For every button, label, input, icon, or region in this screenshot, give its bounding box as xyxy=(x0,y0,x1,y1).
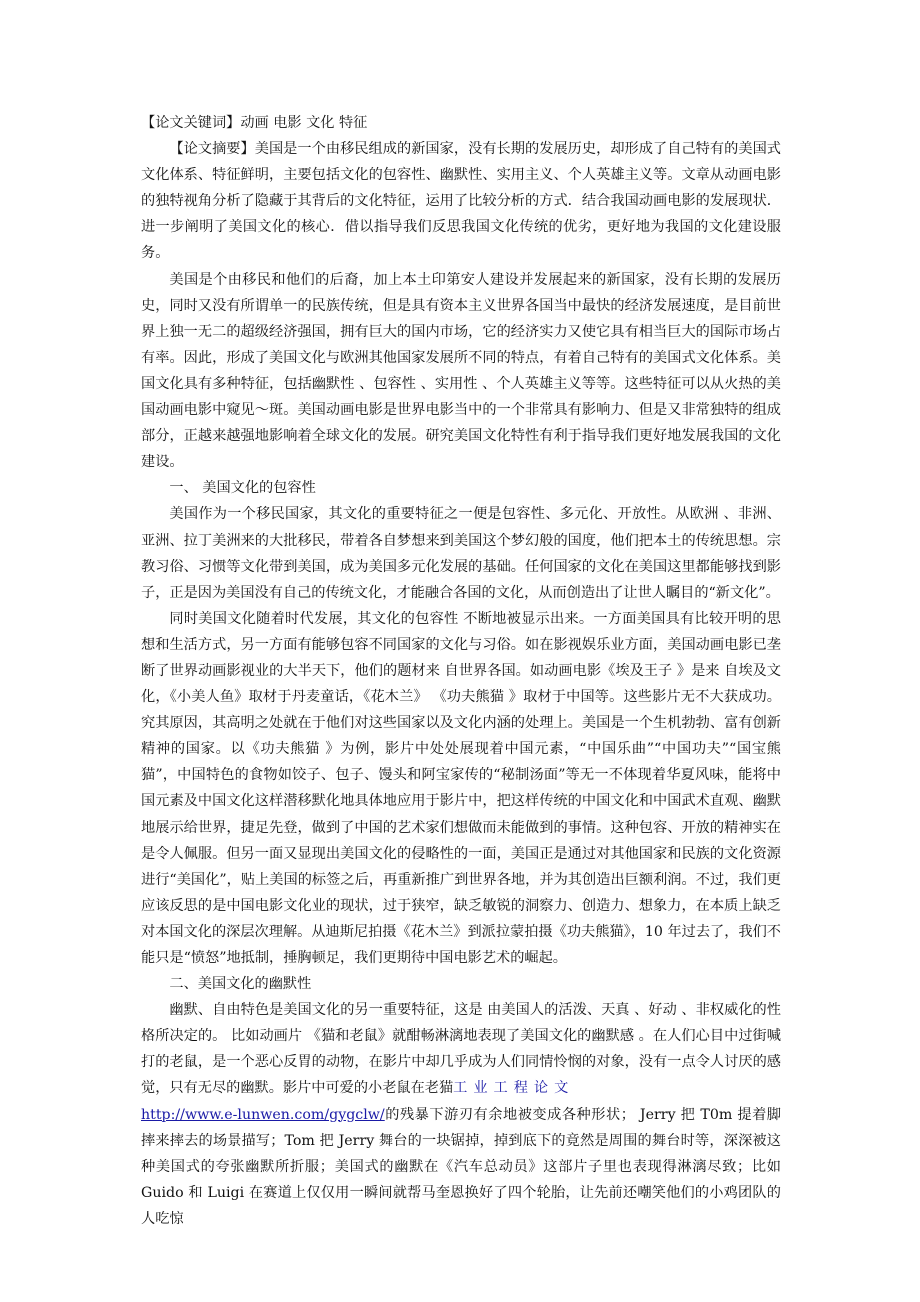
keywords-line: 【论文关键词】动画 电影 文化 特征 xyxy=(141,115,368,131)
intro-paragraph: 美国是个由移民和他们的后裔，加上本土印第安人建设并发展起来的新国家，没有长期的发展历史，同时又没有所谓单一的民族传统，但是具有资本主义世界各国当中最快的经济发展速度，是目前世界上独一无二的超级经济强国，拥有巨大的国内市场，它的经济实力又使它具有相当巨大的国际市场占有率。因此，形成了美国文化与欧洲其他国家发展所不同的特点，有着自己特有的美国式文化体系。美国文化具有多种特征，包括幽默性 、包容性 、实用性 、个人英雄主义等等。这些特征可以从火热的美国动画电影中窥见～斑。美国动画电影是世界电影当中的一个非常具有影响力、但是又非常独特的组成部分，正越来越强地影响着全球文化的发展。研究美国文化特性有利于指导我们更好地发展我国的文化建设。 xyxy=(141,271,781,471)
section-heading-inclusiveness: 一、 美国文化的包容性 xyxy=(169,480,316,497)
lunwen-url-link[interactable]: http://www.e-lunwen.com/gygclw/ xyxy=(141,1106,385,1123)
humor-text-before-link: 幽默、自由特色是美国文化的另一重要特征，这是 由美国人的活泼、天真 、好动 、非权威化的性格所决定的。 比如动画片 《猫和老鼠》就酣畅淋漓地表现了美国文化的幽默感 。在人们心目中过街喊打的老鼠，是一个恶心反胃的动物，在影片中却几乎成为人们同情怜悯的对象，没有一点令人讨厌的感觉，只有无尽的幽默。影片中可爱的小老鼠在老猫 xyxy=(141,1002,781,1097)
humor-paragraph-1 xyxy=(141,997,781,1232)
engineering-paper-link[interactable]: 工业工程论文 xyxy=(453,1080,575,1097)
section-heading-humor: 二、美国文化的幽默性 xyxy=(169,976,312,993)
inclusiveness-paragraph-1: 美国作为一个移民国家，其文化的重要特征之一便是包容性、多元化、开放性。从欧洲 、非洲、亚洲、拉丁美洲来的大批移民，带着各自梦想来到美国这个梦幻般的国度，他们把本土的传统思想。宗教习俗、习惯等文化带到美国，成为美国多元化发展的基础。任何国家的文化在美国这里都能够找到影子，正是因为美国没有自己的传统文化，才能融合各国的文化，从而创造出了让世人瞩目的“新文化”。 xyxy=(141,506,781,601)
document-body xyxy=(141,110,781,1232)
humor-text-after-link: 的残暴下游刃有余地被变成各种形状； Jerry 把 T0m 提着脚摔来摔去的场景描写；Tom 把 Jerry 舞台的一块锯掉，掉到底下的竟然是周围的舞台时等，深深被这种美国式的夸张幽默所折服；美国式的幽默在《汽车总动员》这部片子里也表现得淋漓尽致；比如 Guido 和 Luigi 在赛道上仅仅用一瞬间就帮马奎恩换好了四个轮胎，让先前还嘲笑他们的小鸡团队的人吃惊 xyxy=(141,1106,781,1227)
abstract-paragraph: 【论文摘要】美国是一个由移民组成的新国家，没有长期的发展历史，却形成了自己特有的美国式文化体系、特征鲜明，主要包括文化的包容性、幽默性、实用主义、个人英雄主义等。文章从动画电影的独特视角分析了隐藏于其背后的文化特征，运用了比较分析的方式．结合我国动画电影的发展现状．进一步阐明了美国文化的核心．借以指导我们反思我国文化传统的优劣，更好地为我国的文化建设服务。 xyxy=(141,141,781,262)
inclusiveness-paragraph-2: 同时美国文化随着时代发展，其文化的包容性 不断地被显示出来。一方面美国具有比较开明的思想和生活方式，另一方面有能够包容不同国家的文化与习俗。如在影视娱乐业方面，美国动画电影已垄断了世界动画影视业的大半天下，他们的题材来 自世界各国。如动画电影《埃及王子 》是来 自埃及文化，《小美人鱼》取材于丹麦童话，《花木兰》 《功夫熊猫 》取材于中国等。这些影片无不大获成功。究其原因，其高明之处就在于他们对这些国家以及文化内涵的处理上。美国是一个生机勃勃、富有创新精神的国家。以《功夫熊猫 》为例，影片中处处展现着中国元素，“中国乐曲”“中国功夫”“国宝熊猫”，中国特色的食物如饺子、包子、馒头和阿宝家传的“秘制汤面”等无一不体现着华夏风味，能将中国元素及中国文化这样潜移默化地具体地应用于影片中，把这样传统的中国文化和中国武术直观、幽默地展示给世界，捷足先登，做到了中国的艺术家们想做而未能做到的事情。这种包容、开放的精神实在是令人佩服。但另一面又显现出美国文化的侵略性的一面，美国正是通过对其他国家和民族的文化资源进行“美国化”，贴上美国的标签之后，再重新推广到世界各地，并为其创造出巨额利润。不过，我们更应该反思的是中国电影文化业的现状，过于狭窄，缺乏敏锐的洞察力、创造力、想象力，在本质上缺乏对本国文化的深层次理解。从迪斯尼拍摄《花木兰》到派拉蒙拍摄《功夫熊猫》，10 年过去了，我们不能只是“愤怒”地抵制，捶胸顿足，我们更期待中国电影艺术的崛起。 xyxy=(141,610,781,966)
